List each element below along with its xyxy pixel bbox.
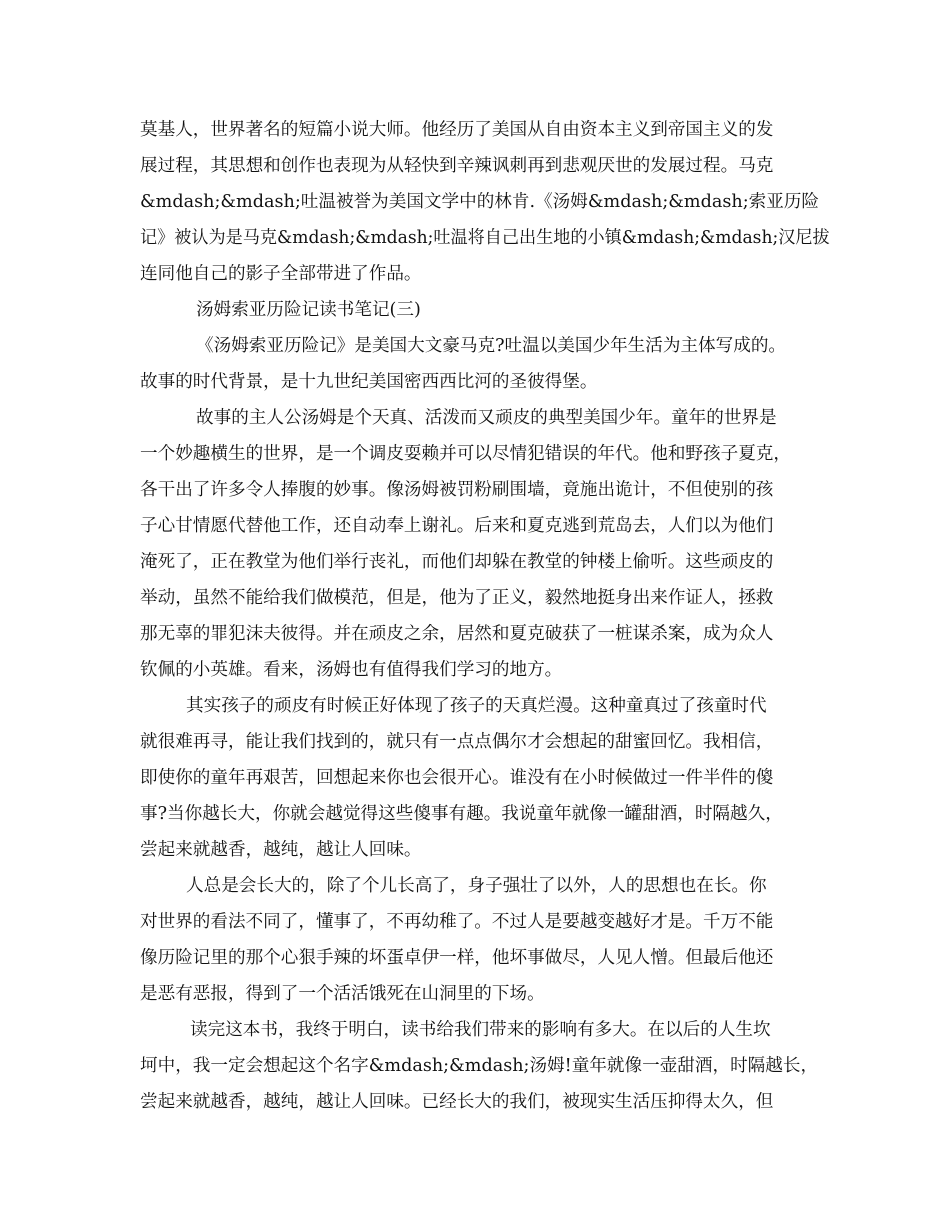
text-line: 那无辜的罪犯沫夫彼得。并在顽皮之余，居然和夏克破获了一桩谋杀案，成为众人	[140, 624, 774, 644]
section-heading: 汤姆索亚历险记读书笔记(三)	[196, 300, 421, 320]
text-line: 莫基人，世界著名的短篇小说大师。他经历了美国从自由资本主义到帝国主义的发	[140, 120, 774, 140]
text-line: 举动，虽然不能给我们做模范，但是，他为了正义，毅然地挺身出来作证人，拯救	[140, 588, 774, 608]
text-line: 记》被认为是马克&mdash;&mdash;吐温将自己出生地的小镇&mdash;&mdash;汉尼拔	[140, 228, 830, 248]
text-line: 一个妙趣横生的世界，是一个调皮耍赖并可以尽情犯错误的年代。他和野孩子夏克，	[140, 444, 791, 464]
text-line: 《汤姆索亚历险记》是美国大文豪马克?吐温以美国少年生活为主体写成的。	[196, 336, 787, 356]
text-line: 展过程，其思想和创作也表现为从轻快到辛辣讽刺再到悲观厌世的发展过程。马克	[140, 156, 774, 176]
text-line: 淹死了，正在教堂为他们举行丧礼，而他们却躲在教堂的钟楼上偷听。这些顽皮的	[140, 552, 774, 572]
text-line: 读完这本书，我终于明白，读书给我们带来的影响有多大。在以后的人生坎	[190, 1020, 771, 1040]
text-line: 故事的主人公汤姆是个天真、活泼而又顽皮的典型美国少年。童年的世界是	[196, 408, 777, 428]
text-line: 事?当你越长大，你就会越觉得这些傻事有趣。我说童年就像一罐甜酒，时隔越久，	[140, 804, 783, 824]
text-line: 钦佩的小英雄。看来，汤姆也有值得我们学习的地方。	[140, 660, 563, 680]
text-line: 坷中，我一定会想起这个名字&mdash;&mdash;汤姆!童年就像一壶甜酒，时隔越长，	[140, 1056, 819, 1076]
text-line: 是恶有恶报，得到了一个活活饿死在山洞里的下场。	[140, 984, 545, 1004]
text-line: 人总是会长大的，除了个儿长高了，身子强壮了以外，人的思想也在长。你	[186, 876, 767, 896]
text-line: 其实孩子的顽皮有时候正好体现了孩子的天真烂漫。这种童真过了孩童时代	[186, 696, 767, 716]
text-line: 像历险记里的那个心狠手辣的坏蛋卓伊一样，他坏事做尽，人见人憎。但最后他还	[140, 948, 774, 968]
text-line: 各干出了许多令人捧腹的妙事。像汤姆被罚粉刷围墙，竟施出诡计，不但使别的孩	[140, 480, 774, 500]
text-line: 尝起来就越香，越纯，越让人回味。已经长大的我们，被现实生活压抑得太久，但	[140, 1092, 774, 1112]
text-line: 尝起来就越香，越纯，越让人回味。	[140, 840, 422, 860]
text-line: 故事的时代背景，是十九世纪美国密西西比河的圣彼得堡。	[140, 372, 598, 392]
text-line: 子心甘情愿代替他工作，还自动奉上谢礼。后来和夏克逃到荒岛去，人们以为他们	[140, 516, 774, 536]
text-line: 就很难再寻，能让我们找到的，就只有一点点偶尔才会想起的甜蜜回忆。我相信，	[140, 732, 774, 752]
text-line: &mdash;&mdash;吐温被誉为美国文学中的林肯.《汤姆&mdash;&mdash;索亚历险	[140, 192, 820, 212]
text-line: 连同他自己的影子全部带进了作品。	[140, 264, 422, 284]
document-body	[140, 112, 830, 1120]
text-line: 即使你的童年再艰苦，回想起来你也会很开心。谁没有在小时候做过一件半件的傻	[140, 768, 774, 788]
text-line: 对世界的看法不同了，懂事了，不再幼稚了。不过人是要越变越好才是。千万不能	[140, 912, 774, 932]
